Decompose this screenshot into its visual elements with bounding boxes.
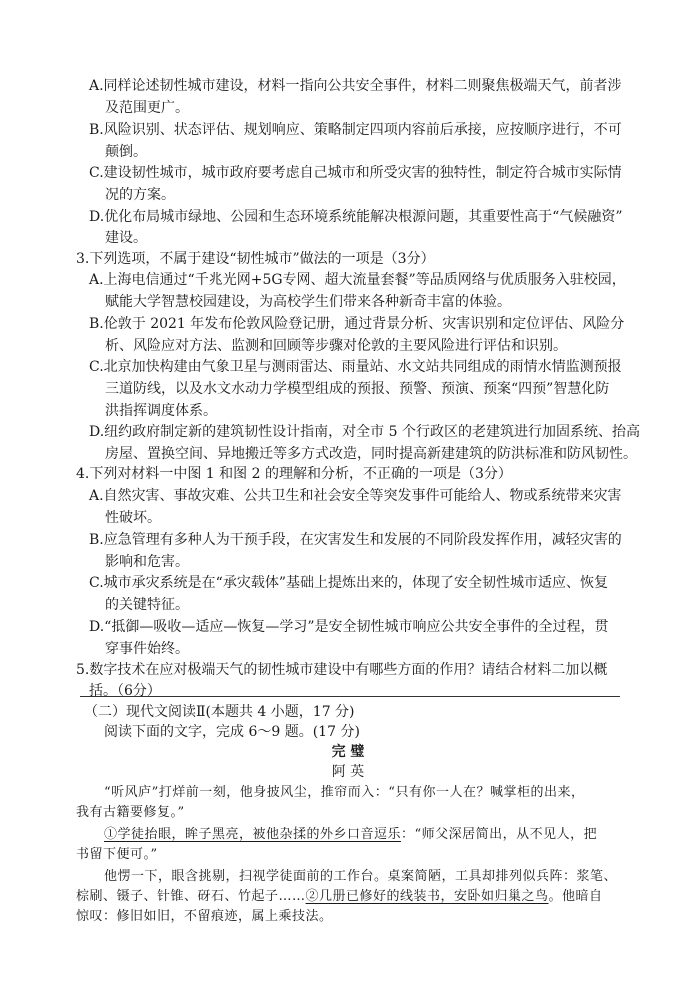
q2-option-b-line1: B.风险识别、状态评估、规划响应、策略制定四项内容前后承接，应按顺序进行，不可 xyxy=(89,122,622,138)
story-p3-line3: 惊叹：修旧如旧，不留痕迹，属上乘技法。 xyxy=(76,909,333,924)
q5-stem-line2: 括。（6分） xyxy=(89,683,161,699)
q4-option-a-line2: 性破坏。 xyxy=(105,510,161,526)
q3-option-a-line2: 赋能大学智慧校园建设，为高校学生们带来各种新奇丰富的体验。 xyxy=(105,294,511,310)
q3-option-c-line2: 三道防线，以及水文水动力学模型组成的预报、预警、预演、预案“四预”智慧化防 xyxy=(105,381,610,397)
section-instruction: 阅读下面的文字，完成 6～9 题。(17 分) xyxy=(104,724,360,740)
story-p3-tools: 棕刷、镊子、针锥、砑石、竹起子…… xyxy=(76,889,306,904)
story-p3-line2 xyxy=(76,887,603,907)
q2-option-c-line2: 况的方案。 xyxy=(105,187,175,203)
q4-option-c-line2: 的关键特征。 xyxy=(105,597,189,613)
q2-option-a-line2: 及范围更广。 xyxy=(105,100,189,116)
underlined-sentence-2: ②几册已修好的线装书，安卧如归巢之鸟 xyxy=(305,889,549,904)
q3-option-c-line3: 洪指挥调度体系。 xyxy=(105,403,217,419)
q4-option-d-line1: D.“抵御—吸收—适应—恢复—学习”是安全韧性城市响应公共安全事件的全过程，贯 xyxy=(89,619,609,635)
story-p3-line1: 他愣一下，眼含挑剔，扫视学徒面前的工作台。桌案简陋，工具却排列似兵阵：浆笔、 xyxy=(104,869,618,884)
q3-option-c-line1: C.北京加快构建由气象卫星与测雨雷达、雨量站、水文站共同组成的雨情水情监测预报 xyxy=(89,359,622,375)
q4-option-b-line2: 影响和危害。 xyxy=(105,554,189,570)
story-author: 阿 英 xyxy=(331,764,365,780)
story-title: 完 璧 xyxy=(331,744,365,760)
story-p2-line1 xyxy=(104,825,597,845)
q3-option-b-line1: B.伦敦于 2021 年发布伦敦风险登记册，通过背景分析、灾害识别和定位评估、风险分 xyxy=(89,316,625,332)
story-p3-tail: 。他暗自 xyxy=(548,889,603,904)
story-p1-line1: “听风庐”打烊前一刻，他身披风尘，推帘而入：“只有你一人在？喊掌柜的出来， xyxy=(104,785,585,800)
q4-stem: 4.下列对材料一中图 1 和图 2 的理解和分析，不正确的一项是（3分） xyxy=(76,466,512,482)
q3-option-a-line1: A.上海电信通过“千兆光网+5G专网、超大流量套餐”等品质网络与优质服务入驻校园， xyxy=(89,272,626,288)
story-p2-line2: 书留下便可。” xyxy=(76,847,158,862)
q4-option-b-line1: B.应急管理有多种人为干预手段，在灾害发生和发展的不同阶段发挥作用，减轻灾害的 xyxy=(89,532,622,548)
q2-option-a-line1: A.同样论述韧性城市建设，材料一指向公共安全事件，材料二则聚焦极端天气，前者涉 xyxy=(89,78,622,94)
q3-stem: 3.下列选项，不属于建设“韧性城市”做法的一项是（3分） xyxy=(76,251,435,267)
section-divider xyxy=(80,696,620,697)
story-p1-line2: 我有古籍要修复。” xyxy=(76,805,185,820)
q2-option-d-line1: D.优化布局城市绿地、公园和生态环境系统能解决根源问题，其重要性高于“气候融资” xyxy=(89,209,623,225)
q4-option-d-line2: 穿事件始终。 xyxy=(105,641,189,657)
q2-option-c-line1: C.建设韧性城市，城市政府要考虑自己城市和所受灾害的独特性，制定符合城市实际情 xyxy=(89,165,622,181)
q4-option-a-line1: A.自然灾害、事故灾难、公共卫生和社会安全等突发事件可能给人、物或系统带来灾害 xyxy=(89,488,622,504)
section-heading: （二）现代文阅读Ⅱ(本题共 4 小题，17 分) xyxy=(84,704,355,720)
q2-option-b-line2: 颠倒。 xyxy=(105,144,147,160)
underlined-sentence-1: ①学徒抬眼，眸子黑亮，被他杂揉的外乡口音逗乐 xyxy=(104,827,402,842)
q5-stem-line1: 5.数字技术在应对极端天气的韧性城市建设中有哪些方面的作用？请结合材料二加以概 xyxy=(76,662,608,678)
q4-option-c-line1: C.城市承灾系统是在“承灾载体”基础上提炼出来的，体现了安全韧性城市适应、恢复 xyxy=(89,575,608,591)
q3-option-d-line1: D.纽约政府制定新的建筑韧性设计指南，对全市 5 个行政区的老建筑进行加固系统、抬高 xyxy=(89,424,640,440)
q2-option-d-line2: 建设。 xyxy=(105,230,147,246)
story-p2-text: ：“师父深居简出，从不见人，把 xyxy=(401,827,598,842)
q3-option-d-line2: 房屋、置换空间、异地搬迁等多方式改造，同时提高新建建筑的防洪标准和防风韧性。 xyxy=(105,446,637,462)
q3-option-b-line2: 析、风险应对方法、监测和回顾等步骤对伦敦的主要风险进行评估和识别。 xyxy=(105,338,567,354)
